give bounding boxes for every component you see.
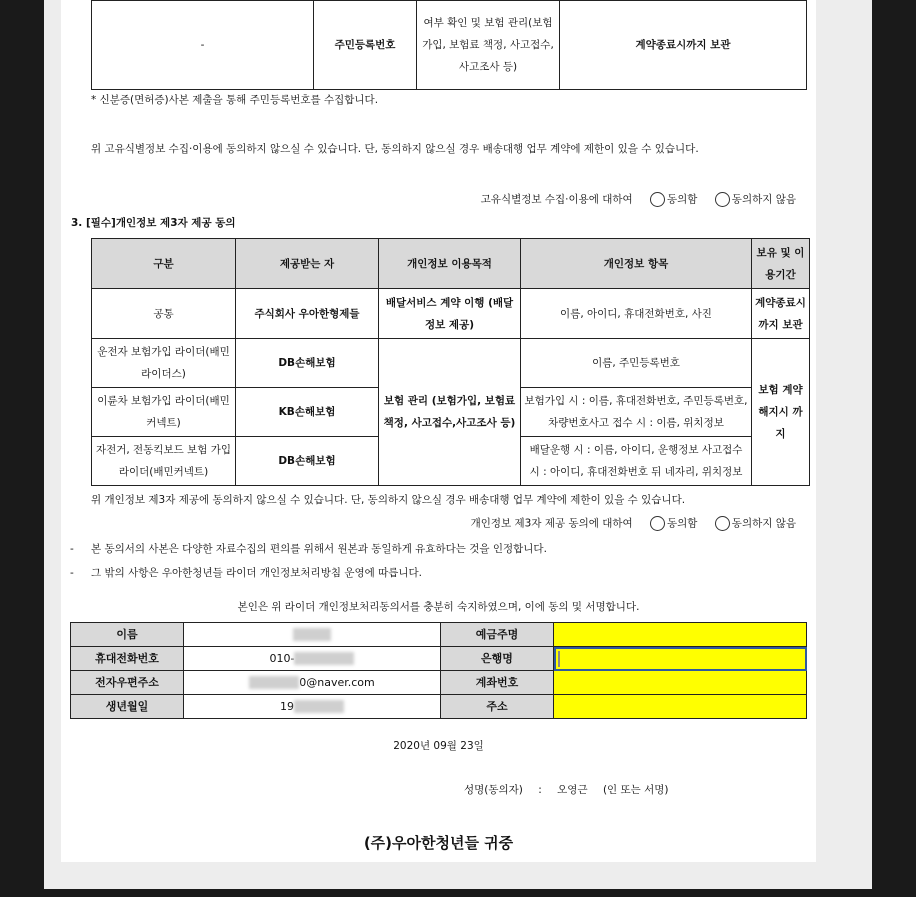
bank-label: 은행명 <box>441 647 554 671</box>
disagree-label: 동의하지 않음 <box>731 517 796 530</box>
common-purpose: 배달서비스 계약 이행 (배달정보 제공) <box>379 289 521 339</box>
insurance-items: 배달운행 시 : 이름, 아이디, 운행정보 사고접수 시 : 아이디, 휴대전화번호 뒤 네자리, 위치정보 <box>521 437 752 486</box>
account-holder-input[interactable] <box>554 623 807 647</box>
birth-label: 생년월일 <box>71 695 184 719</box>
insurance-recipient: KB손해보험 <box>236 388 379 437</box>
email-value[interactable] <box>184 671 441 695</box>
address-input[interactable] <box>554 695 807 719</box>
agree-label: 동의함 <box>667 193 698 206</box>
agree-radio[interactable] <box>650 516 665 531</box>
text-cursor <box>558 651 560 667</box>
third-party-consent <box>471 516 796 531</box>
signature-note: (인 또는 서명) <box>602 784 669 796</box>
id-collection-note: * 신분증(면허증)사본 제출을 통해 주민등록번호를 수집합니다. <box>91 94 379 106</box>
third-party-notice: 위 개인정보 제3자 제공에 동의하지 않으실 수 있습니다. 단, 동의하지 않으실 경우 배송대행 업무 계약에 제한이 있을 수 있습니다. <box>91 494 686 506</box>
disagree-radio[interactable] <box>715 516 730 531</box>
unique-id-item: 주민등록번호 <box>314 1 417 90</box>
bullet-mark: - <box>70 543 74 555</box>
insurance-category: 이륜차 보험가입 라이더(배민커넥트) <box>92 388 236 437</box>
bank-input[interactable] <box>554 647 807 671</box>
birth-prefix: 19 <box>280 699 294 713</box>
common-items: 이름, 아이디, 휴대전화번호, 사진 <box>521 289 752 339</box>
consent-date: 2020년 09월 23일 <box>393 740 484 752</box>
email-label: 전자우편주소 <box>71 671 184 695</box>
insurance-purpose: 보험 관리 (보험가입, 보험료 책정, 사고접수,사고조사 등) <box>379 339 521 486</box>
redacted-block <box>294 700 344 713</box>
agree-radio[interactable] <box>650 192 665 207</box>
signature-line <box>464 784 669 797</box>
section-3-title: 3. [필수]개인정보 제3자 제공 동의 <box>71 217 236 229</box>
document-page <box>61 0 816 862</box>
phone-prefix: 010- <box>269 651 295 665</box>
email-domain: 0@naver.com <box>299 675 375 689</box>
redacted-block <box>293 628 331 641</box>
third-party-consent-label: 개인정보 제3자 제공 동의에 대하여 <box>470 517 633 530</box>
declaration: 본인은 위 라이더 개인정보처리동의서를 충분히 숙지하였으며, 이에 동의 및 서명합니다. <box>237 601 640 613</box>
header-category: 구분 <box>92 239 236 289</box>
unique-id-category: - <box>92 1 314 90</box>
insurance-recipient: DB손해보험 <box>236 339 379 388</box>
address-label: 주소 <box>441 695 554 719</box>
unique-id-consent-label: 고유식별정보 수집·이용에 대하여 <box>480 193 633 206</box>
third-party-agree-option[interactable] <box>650 516 697 531</box>
unique-id-notice: 위 고유식별정보 수집·이용에 동의하지 않으실 수 있습니다. 단, 동의하지 않으실 경우 배송대행 업무 계약에 제한이 있을 수 있습니다. <box>91 143 699 155</box>
common-period: 계약종료시까지 보관 <box>752 289 810 339</box>
unique-id-consent <box>481 192 796 207</box>
account-number-input[interactable] <box>554 671 807 695</box>
insurance-items: 이름, 주민등록번호 <box>521 339 752 388</box>
unique-id-period: 계약종료시까지 보관 <box>560 1 807 90</box>
common-category: 공통 <box>92 289 236 339</box>
header-period: 보유 및 이용기간 <box>752 239 810 289</box>
name-value[interactable] <box>184 623 441 647</box>
insurance-items: 보험가입 시 : 이름, 휴대전화번호, 주민등록번호, 차량번호사고 접수 시 : 이름, 위치정보 <box>521 388 752 437</box>
unique-id-disagree-option[interactable] <box>715 192 796 207</box>
signer-name: 오영근 <box>557 784 588 796</box>
personal-info-table <box>70 622 807 719</box>
third-party-disagree-option[interactable] <box>715 516 796 531</box>
phone-label: 휴대전화번호 <box>71 647 184 671</box>
bullet-other-matters: 그 밖의 사항은 우아한청년들 라이더 개인정보처리방침 운영에 따릅니다. <box>91 567 422 579</box>
header-items: 개인정보 항목 <box>521 239 752 289</box>
header-purpose: 개인정보 이용목적 <box>379 239 521 289</box>
unique-id-purpose: 여부 확인 및 보험 관리(보험가입, 보험료 책정, 사고접수, 사고조사 등) <box>417 1 560 90</box>
insurance-category: 자전거, 전동킥보드 보험 가입 라이더(배민커넥트) <box>92 437 236 486</box>
name-label: 이름 <box>71 623 184 647</box>
third-party-table <box>91 238 810 486</box>
disagree-label: 동의하지 않음 <box>731 193 796 206</box>
header-recipient: 제공받는 자 <box>236 239 379 289</box>
disagree-radio[interactable] <box>715 192 730 207</box>
birth-value[interactable] <box>184 695 441 719</box>
common-recipient: 주식회사 우아한형제들 <box>236 289 379 339</box>
insurance-recipient: DB손해보험 <box>236 437 379 486</box>
account-holder-label: 예금주명 <box>441 623 554 647</box>
unique-id-table <box>91 0 807 90</box>
phone-value[interactable] <box>184 647 441 671</box>
insurance-category: 운전자 보험가입 라이더(배민라이더스) <box>92 339 236 388</box>
addressee-footer: (주)우아한청년들 귀중 <box>363 834 514 852</box>
redacted-block <box>249 676 299 689</box>
unique-id-agree-option[interactable] <box>650 192 697 207</box>
bullet-copy-validity: 본 동의서의 사본은 다양한 자료수집의 편의를 위해서 원본과 동일하게 유효하다는 것을 인정합니다. <box>91 543 547 555</box>
insurance-period: 보험 계약 해지시 까지 <box>752 339 810 486</box>
signature-label: 성명(동의자) <box>464 784 523 796</box>
agree-label: 동의함 <box>667 517 698 530</box>
signature-colon: : <box>538 784 542 796</box>
bullet-mark: - <box>70 567 74 579</box>
account-number-label: 계좌번호 <box>441 671 554 695</box>
redacted-block <box>294 652 354 665</box>
